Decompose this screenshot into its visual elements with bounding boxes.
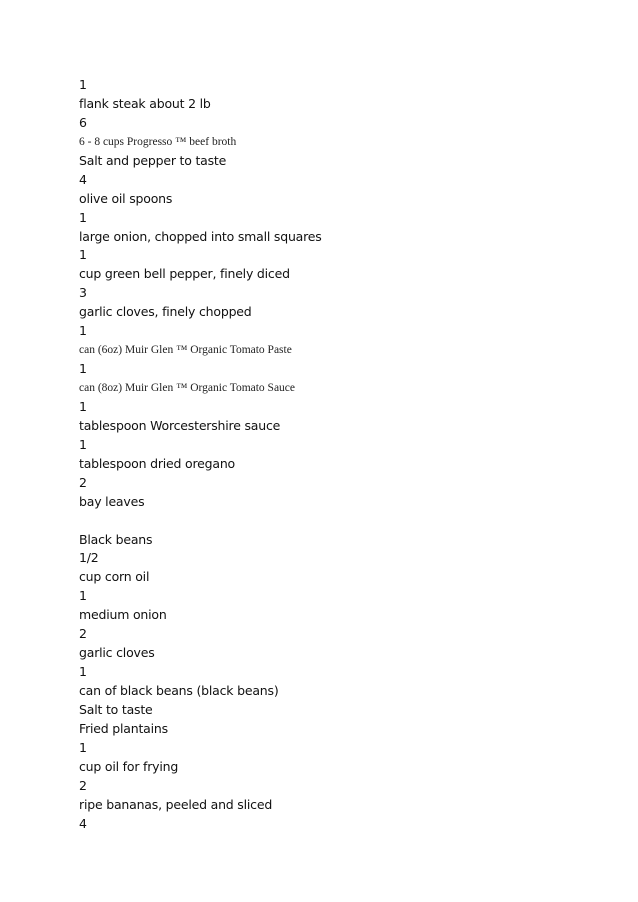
text-line: 1/2: [79, 550, 99, 566]
text-line: Salt and pepper to taste: [79, 152, 227, 168]
ingredient-list: [79, 76, 599, 834]
text-line: 4: [79, 815, 87, 831]
text-line: 2: [79, 474, 87, 490]
text-line: bay leaves: [79, 493, 145, 509]
text-line: 2: [79, 777, 87, 793]
text-line: garlic cloves, finely chopped: [79, 304, 252, 320]
text-line: 1: [79, 77, 87, 92]
text-line: garlic cloves: [79, 645, 155, 661]
text-line: cup corn oil: [79, 569, 150, 585]
text-line: Fried plantains: [79, 720, 168, 736]
text-line: 4: [79, 171, 87, 187]
text-line: 1: [79, 588, 87, 604]
text-line: 1: [79, 664, 87, 680]
text-line: cup oil for frying: [79, 758, 179, 774]
text-line: 1: [79, 739, 87, 755]
text-line: 1: [79, 209, 87, 225]
text-line: 6 - 8 cups Progresso ™ beef broth: [79, 135, 237, 148]
text-line: tablespoon Worcestershire sauce: [79, 417, 281, 433]
text-line: can (6oz) Muir Glen ™ Organic Tomato Paste: [79, 344, 292, 357]
text-line: 3: [79, 285, 87, 301]
text-line: 6: [79, 114, 87, 130]
text-line: 1: [79, 323, 87, 339]
text-line: tablespoon dried oregano: [79, 455, 236, 471]
text-line: can of black beans (black beans): [79, 683, 279, 698]
text-line: 1: [79, 361, 87, 377]
text-line: olive oil spoons: [79, 190, 173, 206]
blank-line: [79, 512, 599, 531]
text-line: Black beans: [79, 531, 153, 547]
text-line: medium onion: [79, 607, 167, 623]
text-line: large onion, chopped into small squares: [79, 228, 322, 244]
text-line: cup green bell pepper, finely diced: [79, 266, 290, 282]
text-line: 1: [79, 436, 87, 452]
text-line: Salt to taste: [79, 701, 153, 717]
text-line: 1: [79, 398, 87, 414]
text-line: ripe bananas, peeled and sliced: [79, 796, 273, 812]
text-line: can (8oz) Muir Glen ™ Organic Tomato Sauce: [79, 382, 296, 394]
text-line: flank steak about 2 lb: [79, 95, 211, 111]
text-line: 1: [79, 247, 87, 263]
text-line: 2: [79, 626, 87, 642]
